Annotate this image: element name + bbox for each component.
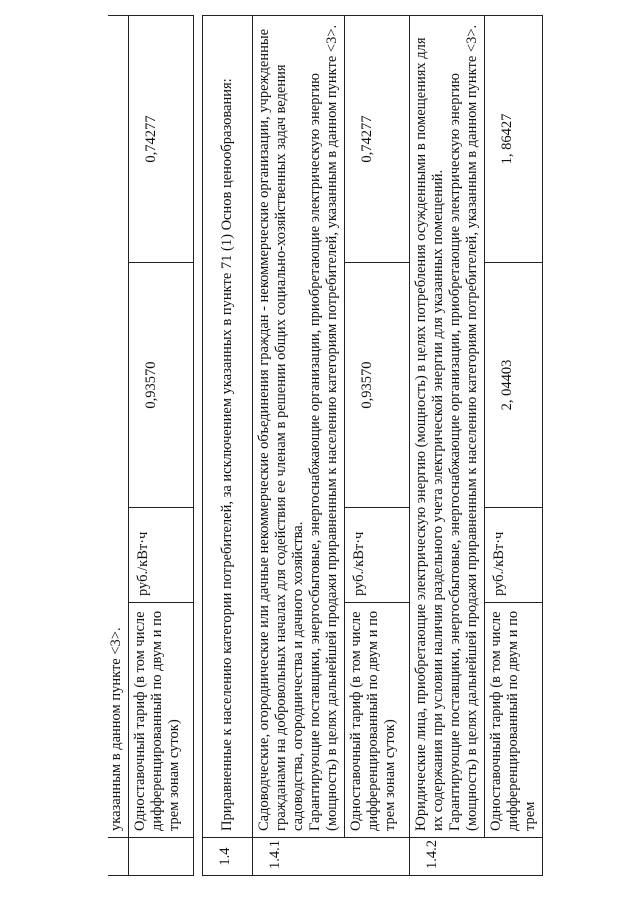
table-row bbox=[345, 15, 410, 875]
tariff-label: Одноставочный тариф (в том числе дифференцированный по двум и по трем bbox=[485, 603, 543, 838]
row-number: 1.4.1 bbox=[253, 838, 410, 876]
continuation-text: указанным в данном пункте <3>. bbox=[108, 15, 129, 837]
section-title: Приравненные к населению категории потребителей, за исключением указанных в пункте 71 (1) Основ ценообразования: bbox=[203, 15, 253, 837]
row-number: 1.4 bbox=[203, 838, 253, 876]
table-row bbox=[129, 15, 194, 875]
table-row bbox=[253, 15, 345, 875]
table-row bbox=[108, 15, 129, 875]
section-description bbox=[410, 15, 485, 837]
tariff-label: Одноставочный тариф (в том числе дифференцированный по двум и по трем зонам суток) bbox=[345, 603, 410, 838]
description-paragraph: Гарантирующие поставщики, энергосбытовые, энергоснабжающие организации, приобретающие электрическую энергию (мощность) в целях дальнейшей продажи приравненным к населению категориям потребителей, указанным в данном пункте <3>. bbox=[447, 24, 480, 831]
unit-cell: руб./кВт·ч bbox=[345, 508, 410, 603]
tariff-value-1: 0,93570 bbox=[345, 263, 410, 508]
tariff-table-rotated bbox=[108, 16, 538, 876]
description-paragraph: Юридические лица, приобретающие электрическую энергию (мощность) в целях потребления осужденными в помещениях для их содержания при условии наличия раздельного учета электрической энергии для указанных помещений. bbox=[413, 37, 446, 831]
tariff-value-2: 1, 86427 bbox=[485, 15, 543, 262]
description-paragraph: Гарантирующие поставщики, энергосбытовые, энергоснабжающие организации, приобретающие электрическую энергию (мощность) в целях дальнейшей продажи приравненным к населению категориям потребителей, указанным в данном пункте <3>. bbox=[307, 24, 340, 831]
tariff-value-2: 0,74277 bbox=[129, 15, 194, 262]
table-row bbox=[485, 15, 543, 875]
unit-cell: руб./кВт·ч bbox=[485, 508, 543, 603]
section-description bbox=[253, 15, 345, 837]
tariff-label: Одноставочный тариф (в том числе дифференцированный по двум и по трем зонам суток) bbox=[129, 603, 194, 838]
table-row bbox=[203, 15, 253, 875]
tariff-value-2: 0,74277 bbox=[345, 15, 410, 262]
tariff-value-1: 2, 04403 bbox=[485, 263, 543, 508]
tariff-table bbox=[108, 15, 543, 876]
table-row bbox=[410, 15, 485, 875]
unit-cell: руб./кВт·ч bbox=[129, 508, 194, 603]
description-paragraph: Садоводческие, огороднические или дачные некоммерческие объединения граждан - некоммерческие организации, учрежденные гражданами на добровольных началах для содействия ее членам в решении общих социально-хозяйственных задач ведения садоводства, огородничества и дачного хозяйства. bbox=[256, 28, 306, 831]
tariff-value-1: 0,93570 bbox=[129, 263, 194, 508]
row-number: 1.4.2 bbox=[410, 838, 543, 876]
